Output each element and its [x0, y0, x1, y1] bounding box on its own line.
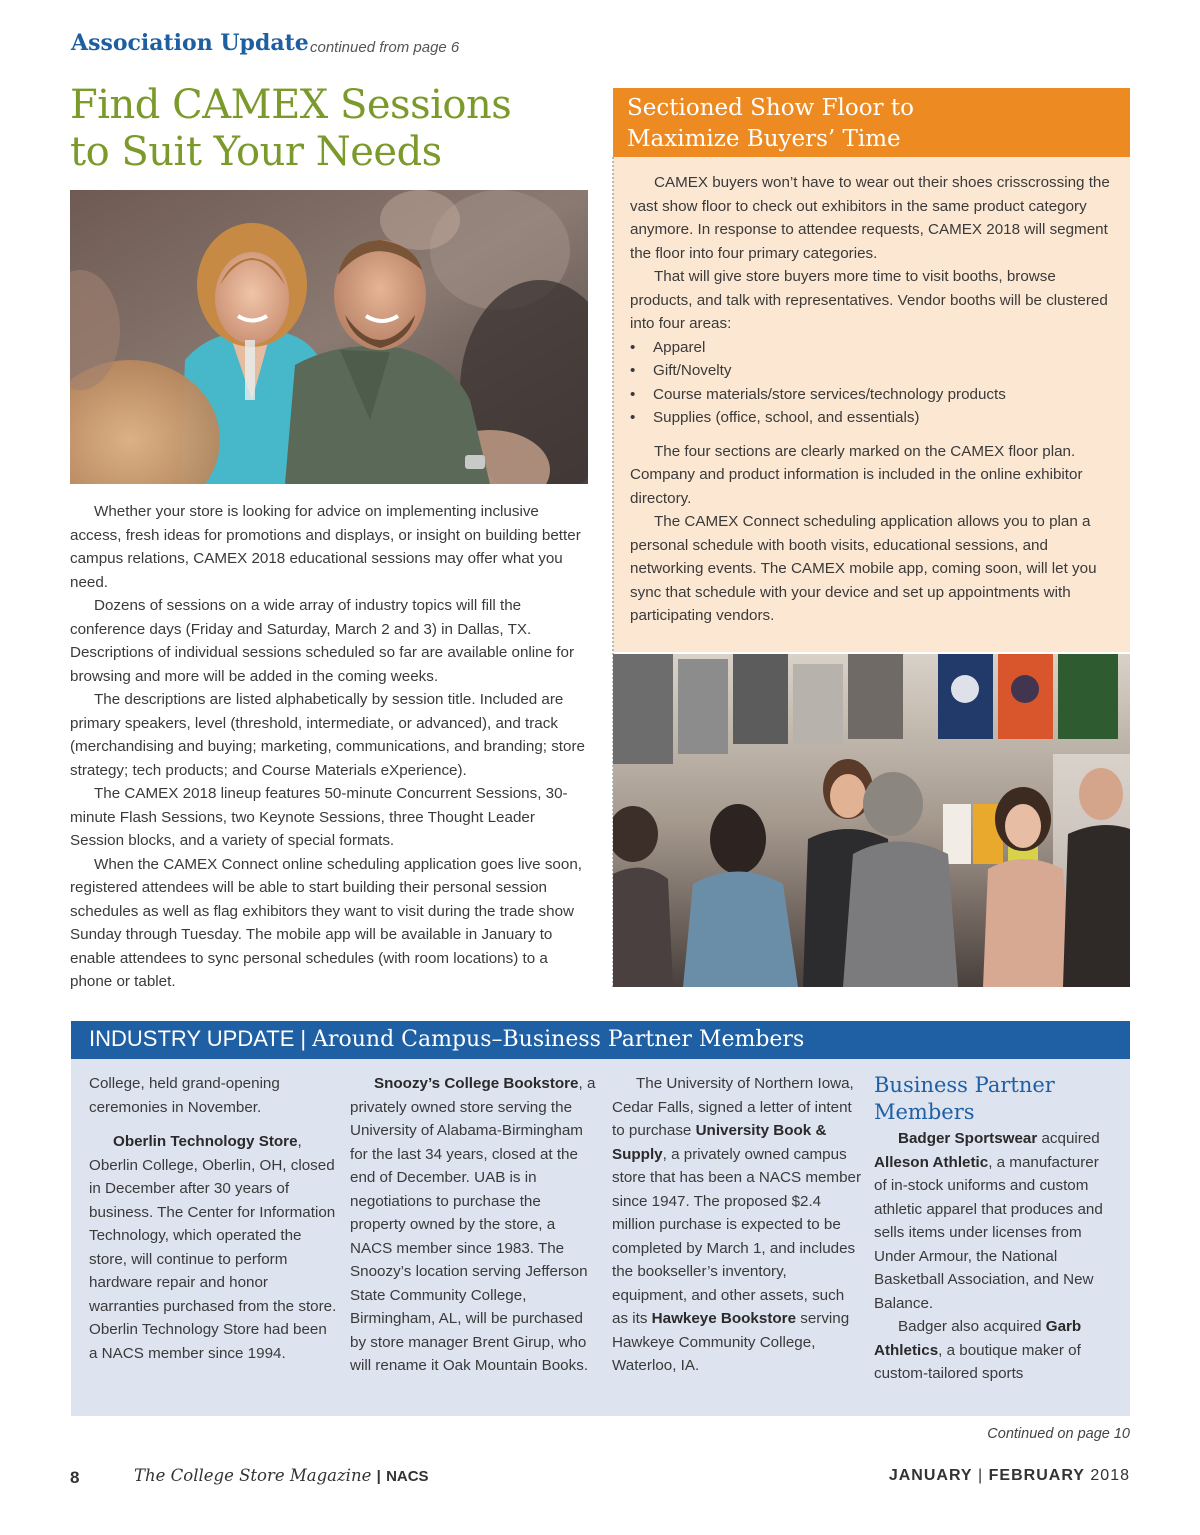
sidebar-paragraph: That will give store buyers more time to visit booths, browse products, and talk with representatives. Vendor booths will be clustered into four areas:	[630, 268, 1108, 332]
heading-line-2: Members	[874, 1100, 975, 1124]
store-name: Oberlin Technology Store	[113, 1133, 298, 1150]
article-paragraph: Whether your store is looking for advice on implementing inclusive access, fresh ideas for promotions and displays, or insight on building better campus relations, CAMEX 2018 educational sessions may offer what you need.	[70, 503, 581, 591]
industry-column-2	[350, 1072, 600, 1378]
sidebar-paragraph: The four sections are clearly marked on the CAMEX floor plan. Company and product information is included in the online exhibitor directory.	[630, 442, 1083, 507]
issue-year: 2018	[1090, 1467, 1130, 1484]
industry-column-1	[89, 1072, 337, 1365]
company-name: Alleson Athletic	[874, 1153, 989, 1171]
store-name: Snoozy’s College Bookstore	[374, 1075, 579, 1092]
page-footer	[70, 1466, 1130, 1494]
column-text: serving Hawkeye Community College, Waterloo, IA.	[612, 1310, 850, 1374]
column-text: , a privately owned campus store that has been a NACS member since 1947. The proposed $2.4 million purchase is expected to be completed by March 1, and includes the bookseller’s inventory, equipment, and other assets, such as its	[612, 1145, 862, 1327]
sidebar-paragraph: The CAMEX Connect scheduling application allows you to plan a personal schedule with booth visits, educational sessions, and networking events. The CAMEX mobile app, coming soon, will let you sync that schedule with your device and set up appointments with participating vendors.	[630, 513, 1097, 624]
continued-from-note: continued from page 6	[310, 39, 460, 56]
article-paragraph: Dozens of sessions on a wide array of industry topics will fill the conference days (Friday and Saturday, March 2 and 3) in Dallas, TX. Descriptions of individual sessions scheduled so far are available online for browsing and more will be added in the coming weeks.	[70, 597, 574, 685]
bullet-icon: •	[630, 385, 636, 403]
industry-update-tag: INDUSTRY UPDATE	[89, 1026, 295, 1051]
magazine-title	[134, 1466, 429, 1485]
column-text: , Oberlin College, Oberlin, OH, closed in December after 30 years of business. The Center for Information Technology, which operated the store, will continue to perform hardware repair and honor warranties purchased from the store. Oberlin Technology Store had been a NACS member since 1994.	[89, 1133, 337, 1362]
magazine-name: The College Store Magazine	[134, 1466, 372, 1485]
column-paragraph: College, held grand-opening ceremonies in November.	[89, 1075, 280, 1116]
footer-divider: |	[376, 1468, 381, 1485]
column-text: The University of Northern Iowa, Cedar Falls, signed a letter of intent to purchase	[612, 1075, 854, 1139]
store-name: University Book & Supply	[612, 1122, 827, 1163]
bullet-icon: •	[630, 409, 636, 426]
store-name: Hawkeye Bookstore	[651, 1310, 797, 1327]
bullet-icon: •	[630, 338, 636, 356]
date-divider: |	[978, 1467, 984, 1484]
issue-month-2: FEBRUARY	[988, 1467, 1085, 1484]
camex-attendees-photo	[70, 190, 588, 484]
category-list	[630, 336, 1120, 430]
column-paragraph	[874, 1127, 1114, 1315]
company-name: Badger Sportswear	[898, 1130, 1038, 1147]
list-item-text: Gift/Novelty	[653, 362, 732, 379]
column-text: , a boutique maker of custom-tailored sports	[874, 1341, 1081, 1382]
column-paragraph	[89, 1130, 337, 1365]
org-name: NACS	[386, 1468, 429, 1485]
column-text: acquired	[1037, 1130, 1100, 1147]
column-paragraph	[612, 1072, 862, 1378]
industry-column-3	[612, 1072, 862, 1378]
column-text: , a manufacturer of in-stock uniforms and custom athletic apparel that produces and sells items under licenses from Under Armour, the National Basketball Association, and New Balance.	[874, 1153, 1103, 1312]
sidebar-title	[613, 88, 1130, 157]
article-body	[70, 500, 590, 994]
sidebar-title-line-2: Maximize Buyers’ Time	[627, 126, 901, 152]
issue-date	[889, 1467, 1130, 1485]
list-item	[630, 406, 1120, 430]
headline-line-1: Find CAMEX Sessions	[70, 82, 512, 128]
issue-month-1: JANUARY	[888, 1467, 973, 1484]
sidebar-paragraph: CAMEX buyers won’t have to wear out their shoes crisscrossing the vast show floor to check out exhibitors in the same product category anymore. In response to attendee requests, CAMEX 2018 will segment the floor into four primary categories.	[630, 174, 1110, 262]
article-headline	[70, 82, 590, 176]
column-paragraph	[350, 1072, 600, 1378]
headline-line-2: to Suit Your Needs	[70, 129, 442, 175]
continued-on-note: Continued on page 10	[987, 1426, 1130, 1442]
list-item	[630, 359, 1120, 383]
company-name: Garb Athletics	[874, 1318, 1082, 1359]
column-paragraph	[874, 1315, 1114, 1386]
column-text: Badger also acquired	[898, 1318, 1046, 1335]
list-item-text: Course materials/store services/technology products	[653, 385, 1006, 403]
sidebar-title-line-1: Sectioned Show Floor to	[627, 95, 914, 121]
sidebar-body	[630, 171, 1120, 628]
section-label: Association Update	[71, 30, 309, 56]
article-paragraph: The descriptions are listed alphabetically by session title. Included are primary speakers, level (threshold, intermediate, or advanced), and track (merchandising and buying; marketing, communications, and branding; store strategy; tech products; and Course Materials eXperience).	[70, 691, 585, 779]
business-partner-heading	[874, 1072, 1114, 1126]
show-floor-photo	[613, 654, 1130, 987]
industry-update-subtitle: Around Campus–Business Partner Members	[312, 1027, 805, 1052]
list-item	[630, 383, 1120, 407]
page-number: 8	[70, 1468, 80, 1487]
bullet-icon: •	[630, 362, 636, 379]
banner-divider: |	[300, 1026, 307, 1051]
industry-update-banner	[71, 1021, 1130, 1059]
article-paragraph: The CAMEX 2018 lineup features 50-minute Concurrent Sessions, 30-minute Flash Sessions, two Keynote Sessions, three Thought Leader Session blocks, and a variety of special formats.	[70, 785, 568, 849]
article-paragraph: When the CAMEX Connect online scheduling application goes live soon, registered attendees will be able to start building their personal session schedules as well as flag exhibitors they want to visit during the trade show Sunday through Tuesday. The mobile app will be available in January to enable attendees to sync personal schedules (with room locations) to a phone or tablet.	[70, 855, 582, 990]
list-item-text: Apparel	[653, 338, 706, 356]
heading-line-1: Business Partner	[874, 1073, 1055, 1097]
column-text: , a privately owned store serving the University of Alabama-Birmingham for the last 34 years, closed at the end of December. UAB is in negotiations to purchase the property owned by the store, a NACS member since 1983. The Snoozy’s location serving Jefferson State Community College, Birmingham, AL, will be purchased by store manager Brent Girup, who will rename it Oak Mountain Books.	[350, 1075, 596, 1374]
list-item	[630, 336, 1120, 360]
industry-column-4	[874, 1072, 1114, 1386]
list-item-text: Supplies (office, school, and essentials)	[653, 409, 920, 426]
